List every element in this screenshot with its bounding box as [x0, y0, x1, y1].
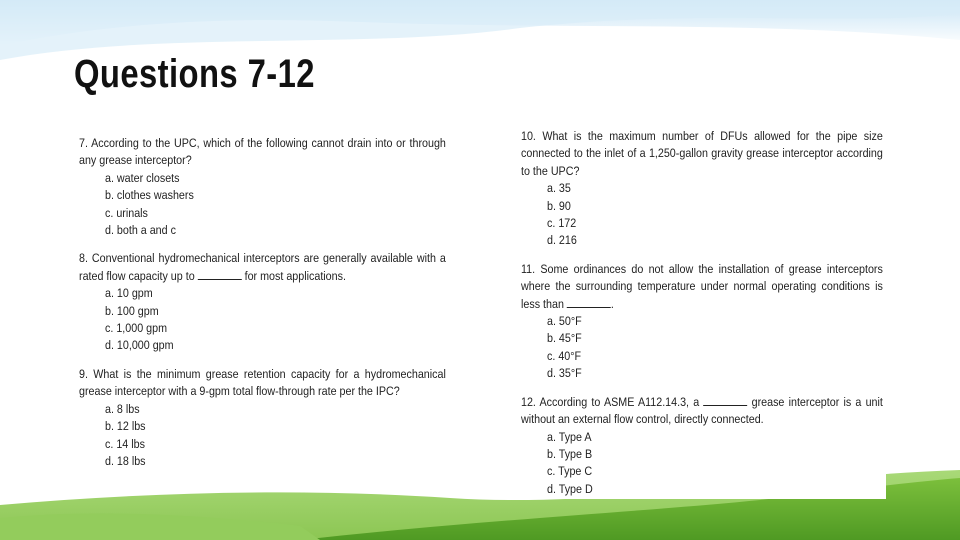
question-8 [79, 250, 446, 354]
option: a. 35 [547, 181, 571, 196]
option: d. Type D [547, 481, 593, 496]
option: c. 172 [547, 216, 577, 231]
question-12 [521, 394, 883, 498]
option: a. 50°F [547, 314, 582, 329]
question-stem: 9. What is the minimum grease retention capacity for a hydromechanical grease interceptor with a 9-gpm total flow-through rate per the IPC? [79, 366, 446, 399]
answer-options [521, 429, 883, 499]
question-stem: 10. What is the maximum number of DFUs allowed for the pipe size connected to the inlet of a 1,250-gallon gravity grease interceptor according to the UPC? [521, 129, 883, 178]
answer-blank [198, 269, 242, 280]
stem-part: 11. Some ordinances do not allow the installation of grease interceptors where the surrounding temperature under normal operating conditions is less than [521, 261, 883, 311]
option: d. 216 [547, 233, 577, 248]
option: c. 14 lbs [105, 436, 145, 451]
option: d. 35°F [547, 366, 582, 381]
option: b. clothes washers [105, 188, 194, 203]
question-stem [521, 261, 883, 313]
option: b. Type B [547, 446, 593, 461]
option: d. 18 lbs [105, 453, 146, 468]
stem-part: for most applications. [241, 268, 346, 283]
option: b. 100 gpm [105, 303, 159, 318]
answer-blank [703, 395, 747, 406]
stem-part: . [610, 296, 614, 311]
answer-options [521, 313, 883, 383]
question-stem [521, 394, 883, 429]
option: a. 10 gpm [105, 286, 153, 301]
question-10 [521, 128, 883, 250]
stem-part: grease interceptor is a unit without an external flow control, directly connected. [521, 394, 883, 427]
option: b. 12 lbs [105, 419, 146, 434]
question-stem [79, 250, 446, 285]
stem-part: 12. According to ASME A112.14.3, a [521, 394, 704, 409]
option: c. 40°F [547, 348, 582, 363]
questions-right-panel [517, 125, 886, 499]
answer-options [79, 401, 446, 471]
option: a. Type A [547, 429, 592, 444]
option: c. 1,000 gpm [105, 321, 168, 336]
option: c. urinals [105, 205, 148, 220]
question-stem: 7. According to the UPC, which of the following cannot drain into or through any grease interceptor? [79, 136, 446, 168]
answer-options [79, 285, 446, 355]
option: a. 8 lbs [105, 401, 140, 416]
page-title: Questions 7-12 [74, 52, 315, 96]
answer-options [79, 170, 446, 240]
answer-options [521, 180, 883, 250]
option: c. Type C [547, 464, 593, 479]
option: b. 90 [547, 198, 571, 213]
question-11 [521, 261, 883, 383]
question-7 [79, 135, 446, 239]
answer-blank [567, 297, 611, 308]
questions-left-panel [74, 130, 451, 478]
option: a. water closets [105, 170, 180, 185]
option: b. 45°F [547, 331, 582, 346]
stem-part: 8. Conventional hydromechanical interceptors are generally available with a rated flow capacity up to [79, 251, 446, 283]
question-9 [79, 366, 446, 470]
option: d. 10,000 gpm [105, 338, 174, 353]
option: d. both a and c [105, 223, 176, 238]
